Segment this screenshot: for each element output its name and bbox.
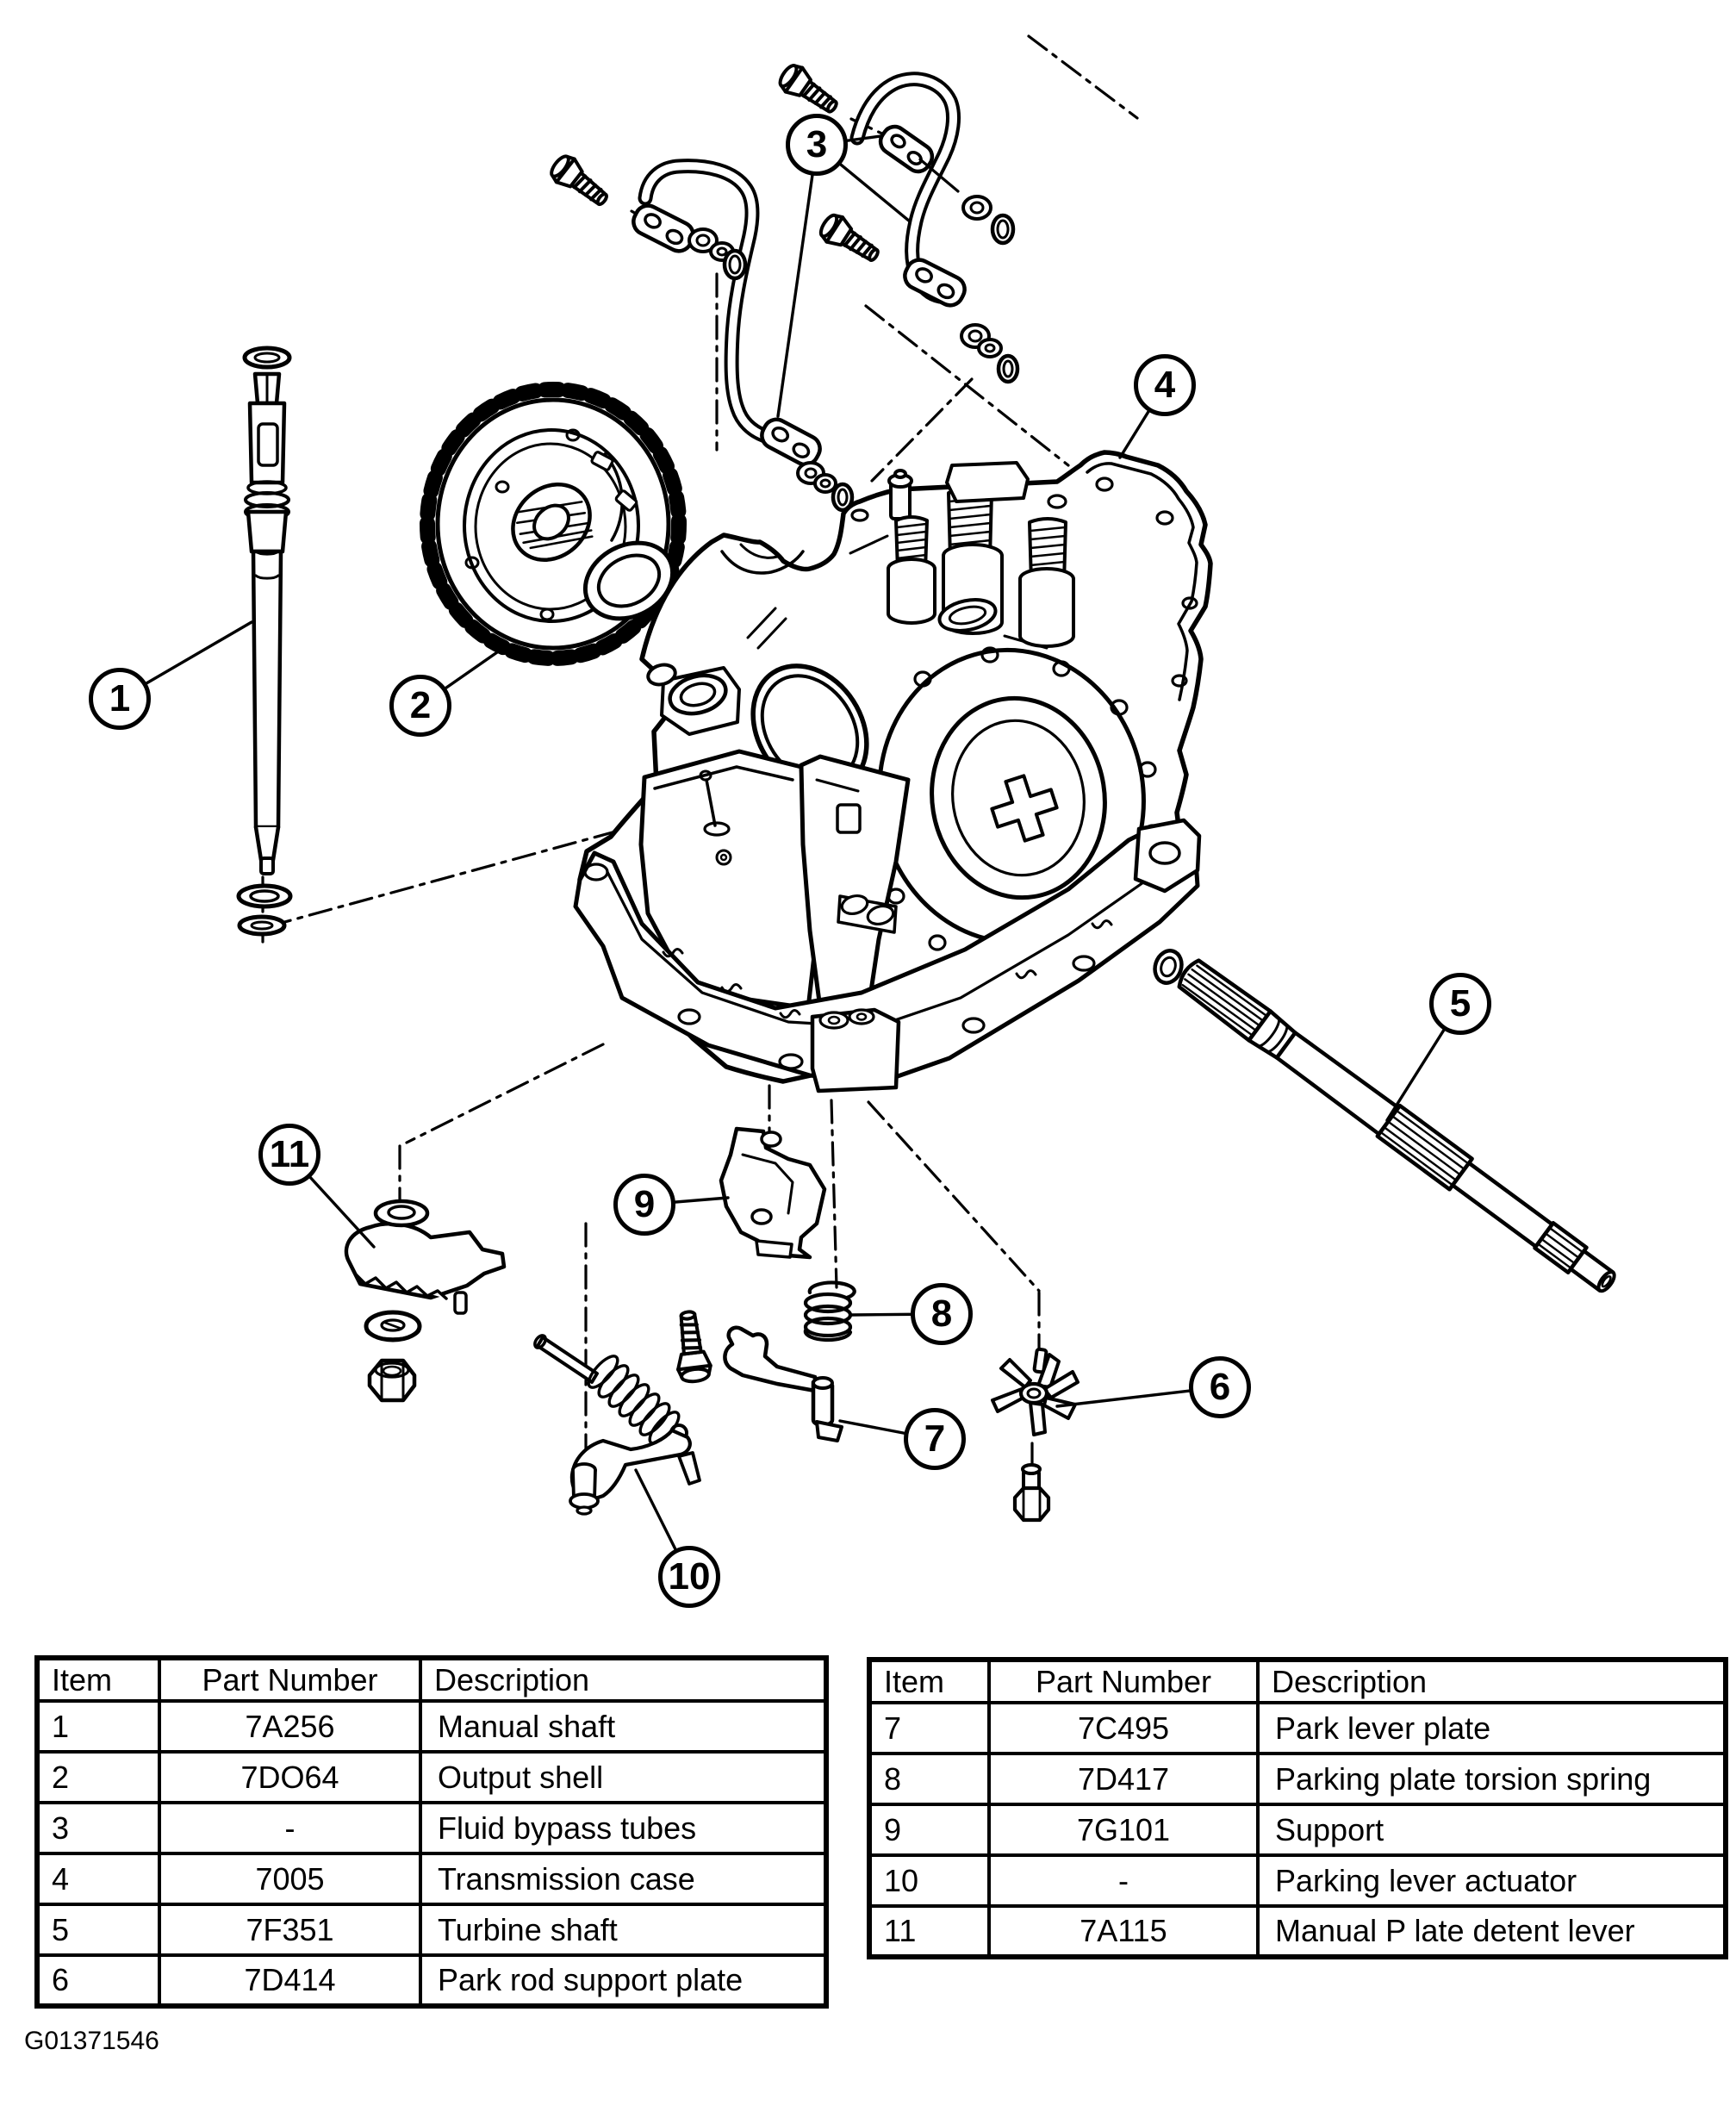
cell-part-number: 7D417 bbox=[989, 1754, 1258, 1804]
col-part-number: Part Number bbox=[989, 1660, 1258, 1703]
cell-description: Manual shaft bbox=[420, 1701, 826, 1752]
callout-7-label: 7 bbox=[924, 1417, 946, 1460]
cell-item: 6 bbox=[37, 1955, 159, 2006]
cell-part-number: - bbox=[159, 1803, 420, 1853]
figure-code: G01371546 bbox=[24, 2027, 159, 2055]
support-bolt bbox=[671, 1310, 712, 1383]
cell-item: 5 bbox=[37, 1904, 159, 1955]
cell-part-number: - bbox=[989, 1855, 1258, 1906]
table-row bbox=[869, 1906, 1726, 1957]
part-manual-shaft bbox=[239, 348, 290, 934]
table-row bbox=[869, 1703, 1726, 1754]
col-part-number: Part Number bbox=[159, 1658, 420, 1701]
cell-description: Park lever plate bbox=[1258, 1703, 1726, 1754]
cell-description: Manual P late detent lever bbox=[1258, 1906, 1726, 1957]
cell-item: 3 bbox=[37, 1803, 159, 1853]
part-detent-lever bbox=[346, 1201, 504, 1400]
table-row bbox=[37, 1701, 826, 1752]
cell-item: 4 bbox=[37, 1853, 159, 1904]
cell-item: 10 bbox=[869, 1855, 989, 1906]
callout-7 bbox=[904, 1408, 966, 1470]
cell-part-number: 7D414 bbox=[159, 1955, 420, 2006]
part-park-rod-support-plate bbox=[992, 1349, 1078, 1520]
cell-part-number: 7A256 bbox=[159, 1701, 420, 1752]
callout-1-label: 1 bbox=[109, 677, 131, 719]
callout-5-label: 5 bbox=[1449, 982, 1472, 1025]
callout-8-label: 8 bbox=[930, 1293, 953, 1335]
tube-bolt bbox=[817, 210, 884, 268]
cell-description: Fluid bypass tubes bbox=[420, 1803, 826, 1853]
cell-description: Park rod support plate bbox=[420, 1955, 826, 2006]
cell-part-number: 7C495 bbox=[989, 1703, 1258, 1754]
callout-9 bbox=[613, 1174, 675, 1236]
part-turbine-shaft bbox=[1151, 947, 1622, 1299]
cell-description: Turbine shaft bbox=[420, 1904, 826, 1955]
table-row bbox=[37, 1803, 826, 1853]
part-park-lever-plate bbox=[725, 1328, 842, 1441]
cell-part-number: 7A115 bbox=[989, 1906, 1258, 1957]
callout-2 bbox=[389, 675, 451, 737]
table-row bbox=[869, 1754, 1726, 1804]
table-header-row bbox=[37, 1658, 826, 1701]
cell-item: 1 bbox=[37, 1701, 159, 1752]
col-item: Item bbox=[37, 1658, 159, 1701]
table-row bbox=[869, 1804, 1726, 1855]
cell-item: 8 bbox=[869, 1754, 989, 1804]
part-support bbox=[721, 1129, 824, 1257]
table-row bbox=[37, 1752, 826, 1803]
col-item: Item bbox=[869, 1660, 989, 1703]
table-row bbox=[37, 1853, 826, 1904]
callout-5 bbox=[1429, 973, 1491, 1035]
callout-11 bbox=[258, 1124, 320, 1186]
part-torsion-spring bbox=[806, 1283, 855, 1341]
tube-bolt bbox=[775, 61, 843, 121]
cell-item: 2 bbox=[37, 1752, 159, 1803]
callout-1 bbox=[89, 668, 151, 730]
cell-description: Parking plate torsion spring bbox=[1258, 1754, 1726, 1804]
col-description: Description bbox=[1258, 1660, 1726, 1703]
table-header-row bbox=[869, 1660, 1726, 1703]
callout-10 bbox=[658, 1546, 720, 1608]
tube-flange bbox=[757, 415, 824, 470]
table-row bbox=[869, 1855, 1726, 1906]
callout-10-label: 10 bbox=[668, 1555, 711, 1598]
cell-part-number: 7005 bbox=[159, 1853, 420, 1904]
cell-item: 7 bbox=[869, 1703, 989, 1754]
parts-table-right bbox=[867, 1657, 1728, 1959]
callout-4-label: 4 bbox=[1154, 364, 1176, 406]
cell-description: Transmission case bbox=[420, 1853, 826, 1904]
tube-flange bbox=[629, 202, 698, 256]
cell-item: 9 bbox=[869, 1804, 989, 1855]
cell-item: 11 bbox=[869, 1906, 989, 1957]
callout-6 bbox=[1189, 1356, 1251, 1418]
cell-part-number: 7DO64 bbox=[159, 1752, 420, 1803]
tube-flange bbox=[876, 122, 937, 177]
parts-table-left bbox=[34, 1655, 829, 2009]
callout-6-label: 6 bbox=[1209, 1366, 1231, 1408]
callout-2-label: 2 bbox=[409, 684, 432, 726]
table-row bbox=[37, 1955, 826, 2006]
cell-description: Parking lever actuator bbox=[1258, 1855, 1726, 1906]
part-parking-lever-actuator bbox=[532, 1334, 700, 1514]
col-description: Description bbox=[420, 1658, 826, 1701]
cell-part-number: 7F351 bbox=[159, 1904, 420, 1955]
table-row bbox=[37, 1904, 826, 1955]
callout-11-label: 11 bbox=[269, 1133, 310, 1175]
cell-description: Output shell bbox=[420, 1752, 826, 1803]
callout-3-label: 3 bbox=[806, 123, 828, 165]
callout-3 bbox=[786, 114, 848, 176]
callout-4 bbox=[1134, 354, 1196, 416]
part-output-shell bbox=[427, 389, 686, 658]
callout-9-label: 9 bbox=[633, 1183, 656, 1225]
tube-bolt bbox=[547, 152, 613, 213]
callout-8 bbox=[911, 1283, 973, 1345]
cell-part-number: 7G101 bbox=[989, 1804, 1258, 1855]
cell-description: Support bbox=[1258, 1804, 1726, 1855]
